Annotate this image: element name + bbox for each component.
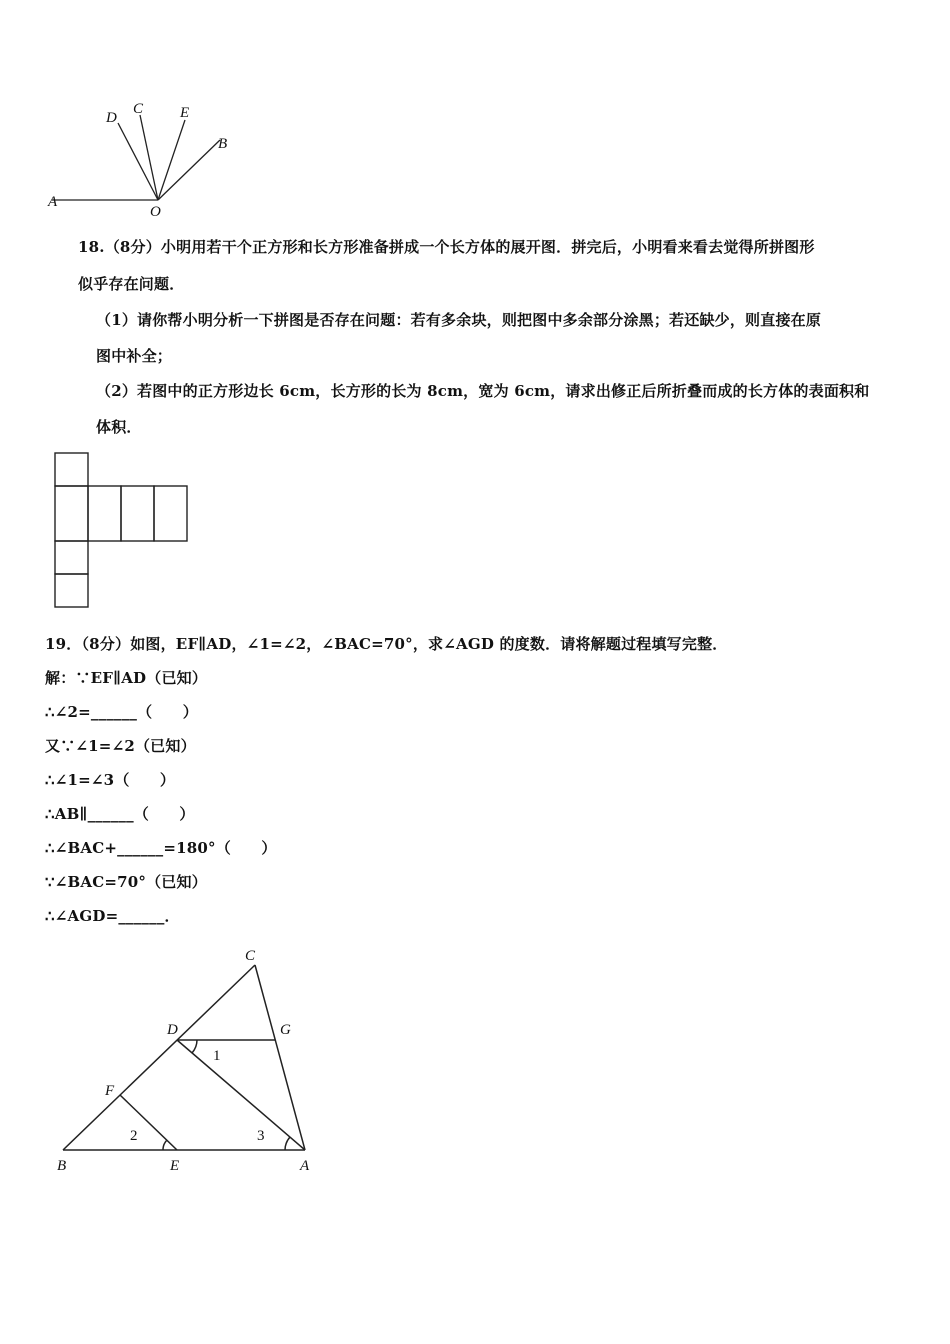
angle-label-1: 1: [213, 1048, 221, 1064]
q18-sub1-line1: （1）请你帮小明分析一下拼图是否存在问题：若有多余块，则把图中多余部分涂黑；若还缺少，则直接在原: [96, 311, 822, 329]
label-g: G: [280, 1022, 291, 1038]
label-b: B: [218, 136, 228, 152]
q19-step: ∴∠2=______（ ）: [45, 703, 198, 721]
net-rect-4: [154, 486, 187, 541]
q18-sub1-line2: 图中补全；: [96, 347, 173, 365]
label-e: E: [170, 1158, 180, 1174]
angle-mark-3: [285, 1137, 290, 1150]
q19-step: ∵∠BAC=70°（已知）: [45, 873, 207, 891]
net-rect-main: [55, 486, 88, 541]
label-d: D: [167, 1022, 178, 1038]
q19-step: ∴∠AGD=______．: [45, 907, 180, 925]
q19-step: ∴AB∥______（ ）: [45, 805, 195, 823]
ray-od: [118, 123, 158, 200]
angle-rays-figure: [40, 95, 240, 225]
ray-ob: [158, 140, 220, 200]
net-square-mid: [55, 541, 88, 574]
q18-sub2-line2: 体积．: [96, 418, 142, 436]
ray-oc: [140, 115, 158, 200]
triangle-figure: [45, 940, 335, 1185]
q19-title: 19．（8分）如图，EF∥AD，∠1=∠2，∠BAC=70°，求∠AGD 的度数．请将解题过程填写完整．: [45, 635, 728, 653]
label-f: F: [105, 1083, 115, 1099]
angle-mark-1: [192, 1040, 197, 1053]
q19-step: ∴∠1=∠3（ ）: [45, 771, 176, 789]
ray-oe: [158, 120, 185, 200]
q18-sub2-line1: （2）若图中的正方形边长 6cm，长方形的长为 8cm，宽为 6cm，请求出修正后所折叠而成的长方体的表面积和: [96, 382, 870, 400]
segment-da: [177, 1040, 305, 1150]
side-bc: [63, 965, 255, 1150]
side-ca: [255, 965, 305, 1150]
net-rect-3: [121, 486, 154, 541]
angle-label-2: 2: [130, 1128, 138, 1144]
label-a: A: [300, 1158, 310, 1174]
label-c: C: [133, 101, 144, 117]
angle-label-3: 3: [257, 1128, 265, 1144]
label-b: B: [57, 1158, 67, 1174]
label-o: O: [150, 204, 161, 220]
label-d: D: [106, 110, 117, 126]
q19-step: 解：∵EF∥AD（已知）: [45, 669, 208, 687]
q18-line1: 18.（8分）小明用若干个正方形和长方形准备拼成一个长方体的展开图．拼完后，小明看来看去觉得所拼图形: [78, 238, 815, 256]
segment-fe: [120, 1095, 177, 1150]
net-square-top: [55, 453, 88, 486]
q18-line2: 似乎存在问题．: [78, 275, 185, 293]
q19-step: ∴∠BAC+______=180°（ ）: [45, 839, 277, 857]
angle-mark-2: [163, 1140, 167, 1150]
box-net-figure: [45, 445, 205, 620]
net-square-bottom: [55, 574, 88, 607]
label-c: C: [245, 948, 256, 964]
label-e: E: [180, 105, 190, 121]
q19-step: 又∵∠1=∠2（已知）: [45, 737, 196, 755]
net-rect-2: [88, 486, 121, 541]
label-a: A: [48, 194, 58, 210]
